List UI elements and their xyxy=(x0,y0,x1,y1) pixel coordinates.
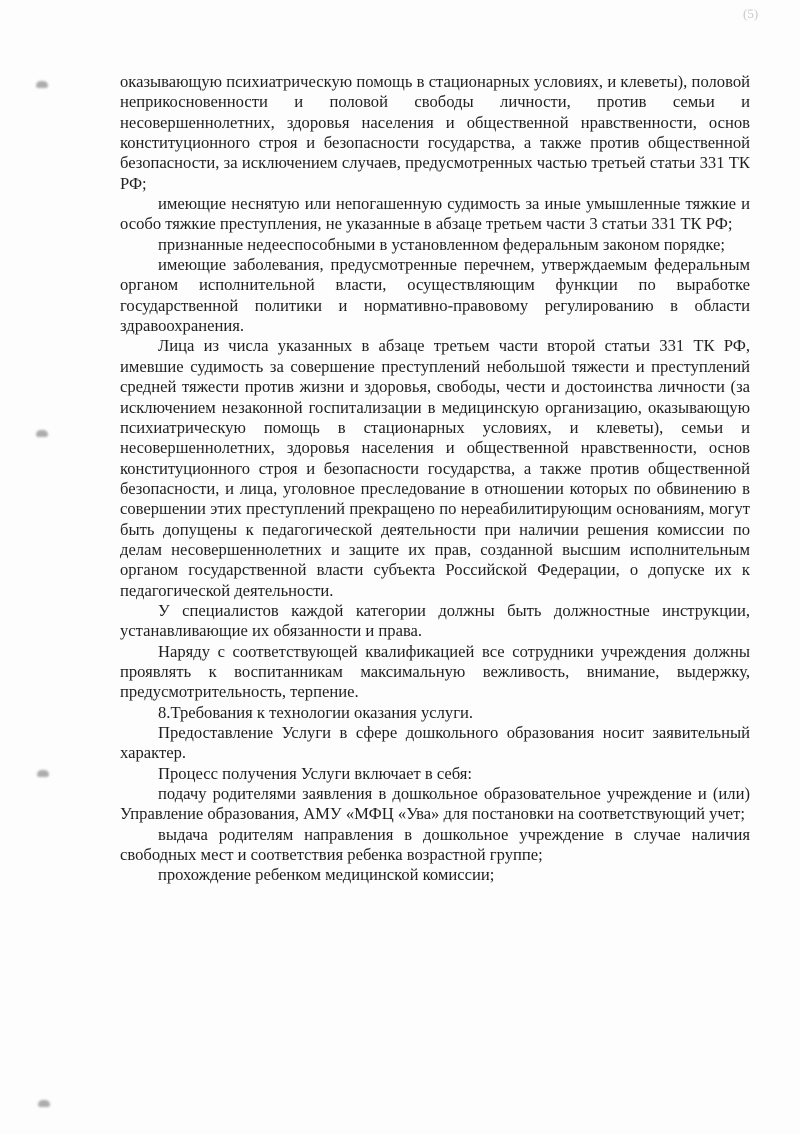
section-heading: 8.Требования к технологии оказания услуги. xyxy=(158,702,474,722)
punch-hole-mark xyxy=(36,430,48,437)
paragraph: имеющие неснятую или непогашенную судимость за иные умышленные тяжкие и особо тяжкие преступления, не указанные в абзаце третьем части 3 статьи 331 ТК РФ; xyxy=(120,194,750,234)
paragraph: оказывающую психиатрическую помощь в стационарных условиях, и клеветы), половой неприкосновенности и половой свободы личности, против семьи и несовершеннолетних, здоровья населения и общественной нравственности, основ конституционного строя и безопасности государства, а также против общественной безопасности, за исключением случаев, предусмотренных частью третьей статьи 331 ТК РФ; xyxy=(120,72,750,193)
punch-hole-mark xyxy=(37,770,49,777)
punch-hole-mark xyxy=(38,1100,50,1107)
paragraph: Лица из числа указанных в абзаце третьем части второй статьи 331 ТК РФ, имевшие судимость за совершение преступлений небольшой тяжести и преступлений средней тяжести против жизни и здоровья, свободы, чести и достоинства личности (за исключением незаконной госпитализации в медицинскую организацию, оказывающую психиатрическую помощь в стационарных условиях, и клеветы), семьи и несовершеннолетних, здоровья населения и общественной нравственности, основ конституционного строя и безопасности государства, а также против общественной безопасности, и лица, уголовное преследование в отношении которых по обвинению в совершении этих преступлений прекращено по нереабилитирующим основаниям, могут быть допущены к педагогической деятельности при наличии решения комиссии по делам несовершеннолетних и защите их прав, созданной высшим исполнительным органом государственной власти субъекта Российской Федерации, о допуске их к педагогической деятельности. xyxy=(120,336,750,600)
paragraph: признанные недееспособными в установленном федеральным законом порядке; xyxy=(158,234,725,254)
paragraph: Предоставление Услуги в сфере дошкольного образования носит заявительный характер. xyxy=(120,723,750,763)
punch-hole-mark xyxy=(36,81,48,88)
paragraph: Процесс получения Услуги включает в себя: xyxy=(158,763,473,783)
page-number: (5) xyxy=(743,6,759,21)
document-body xyxy=(120,72,750,886)
paragraph: имеющие заболевания, предусмотренные перечнем, утверждаемым федеральным органом исполнительной власти, осуществляющим функции по выработке государственной политики и нормативно-правовому регулированию в области здравоохранения. xyxy=(120,255,750,336)
list-item: подачу родителями заявления в дошкольное образовательное учреждение и (или) Управление образования, АМУ «МФЦ «Ува» для постановки на соответствующий учет; xyxy=(120,784,750,824)
paragraph: У специалистов каждой категории должны быть должностные инструкции, устанавливающие их обязанности и права. xyxy=(120,600,750,641)
list-item: прохождение ребенком медицинской комиссии; xyxy=(158,865,495,885)
list-item: выдача родителям направления в дошкольное учреждение в случае наличия свободных мест и соответствия ребенка возрастной группе; xyxy=(120,824,750,865)
paragraph: Наряду с соответствующей квалификацией все сотрудники учреждения должны проявлять к воспитанникам максимальную вежливость, внимание, выдержку, предусмотрительность, терпение. xyxy=(120,641,750,702)
